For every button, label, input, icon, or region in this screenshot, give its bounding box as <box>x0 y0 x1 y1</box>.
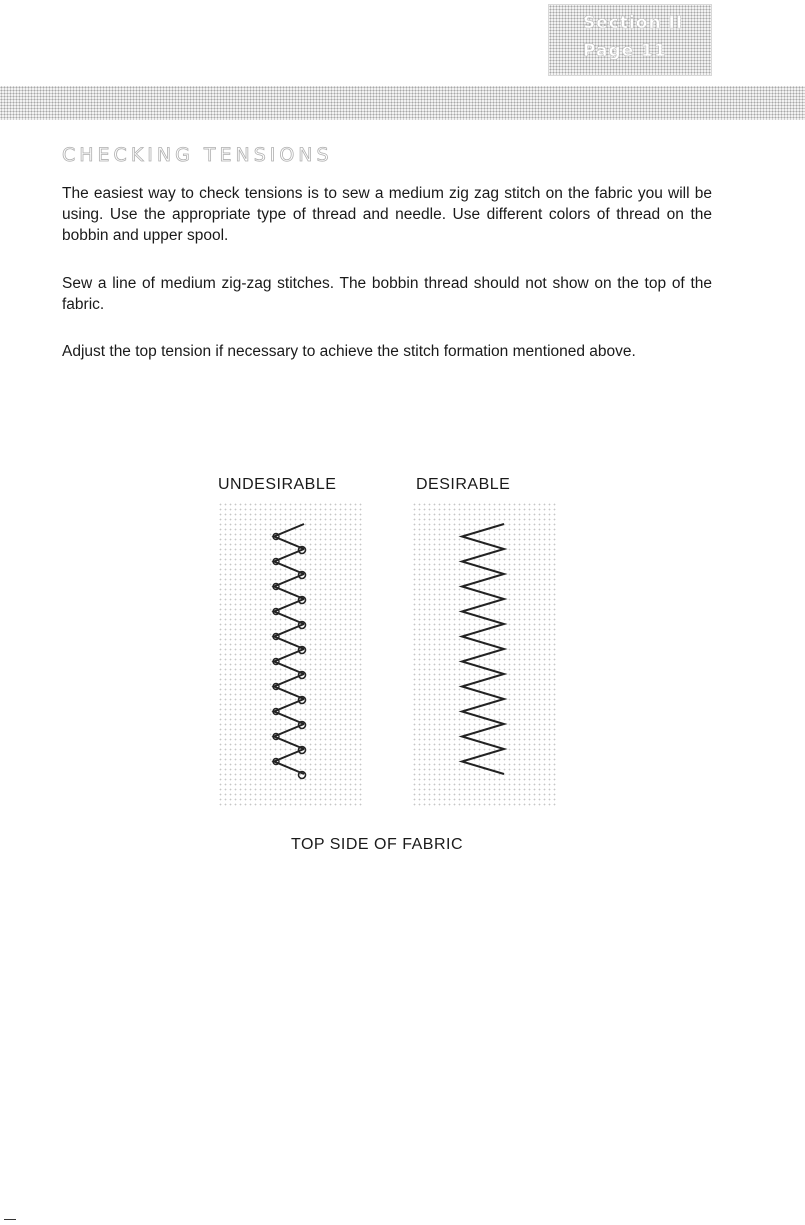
header-band <box>0 86 805 120</box>
desirable-stitch-line <box>462 524 504 774</box>
undesirable-stitch-drawing <box>218 502 364 808</box>
undesirable-stitch-swatch <box>218 502 364 808</box>
paragraph-1: The easiest way to check tensions is to sew a medium zig zag stitch on the fabric you will be using. Use the appropriate type of thread and needle. Use different colors of thread on the bobbin and upper spool. <box>62 185 712 244</box>
page-title: CHECKING TENSIONS <box>62 144 333 166</box>
paragraph-2: Sew a line of medium zig-zag stitches. The bobbin thread should not show on the top of the fabric. <box>62 275 712 313</box>
page-corner-mark <box>4 1219 16 1220</box>
section-page-box <box>548 4 712 76</box>
section-label: Section II <box>583 13 684 33</box>
undesirable-label: UNDESIRABLE <box>218 476 337 493</box>
page-label: Page 11 <box>583 41 667 61</box>
desirable-stitch-drawing <box>412 502 558 808</box>
desirable-stitch-swatch <box>412 502 558 808</box>
paragraph-3: Adjust the top tension if necessary to achieve the stitch formation mentioned above. <box>62 343 636 360</box>
figure-caption: TOP SIDE OF FABRIC <box>291 836 463 853</box>
desirable-label: DESIRABLE <box>416 476 511 493</box>
